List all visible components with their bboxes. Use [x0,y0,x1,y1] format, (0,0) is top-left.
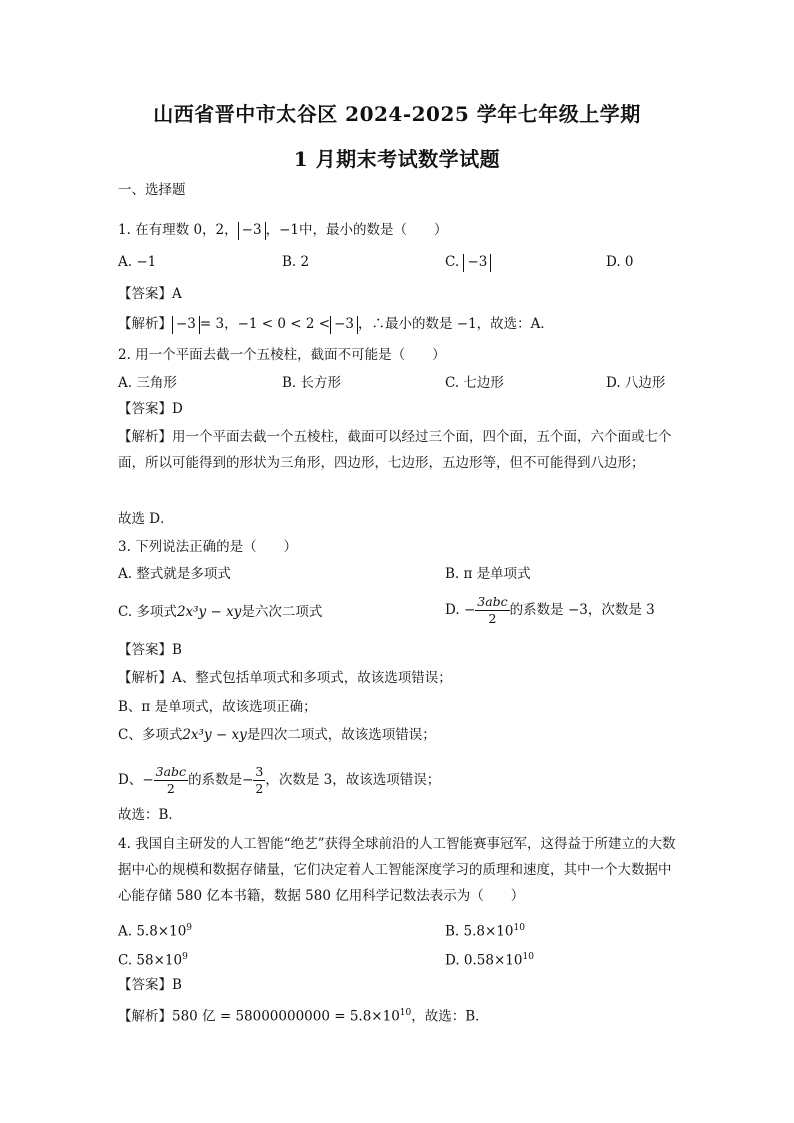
q3-analysis-a: 【解析】A、整式包括单项式和多项式，故该选项错误； [118,670,452,686]
q1-stem: 1. 在有理数 0，2， −3 ，−1中，最小的数是（ ） [118,221,448,238]
q4-option-a: A. $5.8\times 10^9$ [118,923,193,940]
q4-answer: 【答案】B [118,977,182,993]
q4-analysis: 【解析】580 亿 = $58000000000 = 5.8\times 10^{10}$，故选：B． [118,1008,489,1025]
q3-analysis-c: C、多项式2x³y − xy是四次二项式，故该选项错误； [118,727,436,743]
q4-stem: 4. 我国自主研发的人工智能“绝艺”获得全球前沿的人工智能赛事冠军，这得益于所建立的大数据中心的规模和数据存储量，它们决定着人工智能深度学习的质理和速度，其中一个大数据中心能存储 580 亿本书籍，数据 580 亿用科学记数法表示为（ ） [118,836,676,904]
q2-stem: 2. 用一个平面去截一个五棱柱，截面不可能是（ ） [118,347,446,363]
q2-option-d: D. 八边形 [606,375,666,391]
q3-answer: 【答案】B [118,642,182,658]
document-title-line2: 1 月期末考试数学试题 [293,147,501,171]
q1-answer: 【答案】A [118,286,182,302]
q3-analysis-b: B、π 是单项式，故该选项正确； [118,699,317,715]
q1-option-a: A. −1 [118,254,157,270]
q3-option-b: B. π 是单项式 [445,566,531,582]
q3-option-d: D. − $\frac{\text{3abc}}{2}$ 的系数是 −3，次数是 3 [445,594,655,626]
q2-answer: 【答案】D [118,401,183,417]
q4-option-c: C. $58\times 10^9$ [118,952,188,969]
document-title-line1: 山西省晋中市太谷区 2024-2025 学年七年级上学期 [153,102,641,126]
section-heading: 一、选择题 [118,182,186,198]
q4-option-d: D. $0.58\times 10^{10}$ [445,952,534,969]
q3-option-c: C. 多项式2x³y − xy是六次二项式 [118,604,323,620]
q1-abs-value: −3 [238,222,266,240]
q1-analysis: 【解析】 −3 = 3，−1 < 0 < 2 < −3 ，∴最小的数是 −1，故选：A． [118,315,554,332]
q2-option-b: B. 长方形 [282,375,342,391]
q2-conclusion: 故选 D． [118,511,174,527]
q2-option-a: A. 三角形 [118,375,177,391]
q4-option-b: B. $5.8\times 10^{10}$ [445,923,525,940]
q1-option-c: C. −3 [445,252,491,272]
q3-option-a: A. 整式就是多项式 [118,566,231,582]
q3-conclusion: 故选：B． [118,807,182,823]
q2-analysis: 【解析】用一个平面去截一个五棱柱，截面可以经过三个面，四个面，五个面，六个面或七个面，所以可能得到的形状为三角形，四边形，七边形，五边形等，但不可能得到八边形； [118,429,672,471]
q1-option-b: B. 2 [282,254,310,270]
q1-option-d: D. 0 [606,254,634,270]
q3-stem: 3. 下列说法正确的是（ ） [118,539,298,555]
q3-analysis-d: D、− $\frac{\text{3abc}}{2}$ 的系数是− $\frac{3}{2}$ ，次数是 3，故该选项错误； [118,764,441,796]
q2-option-c: C. 七边形 [445,375,504,391]
